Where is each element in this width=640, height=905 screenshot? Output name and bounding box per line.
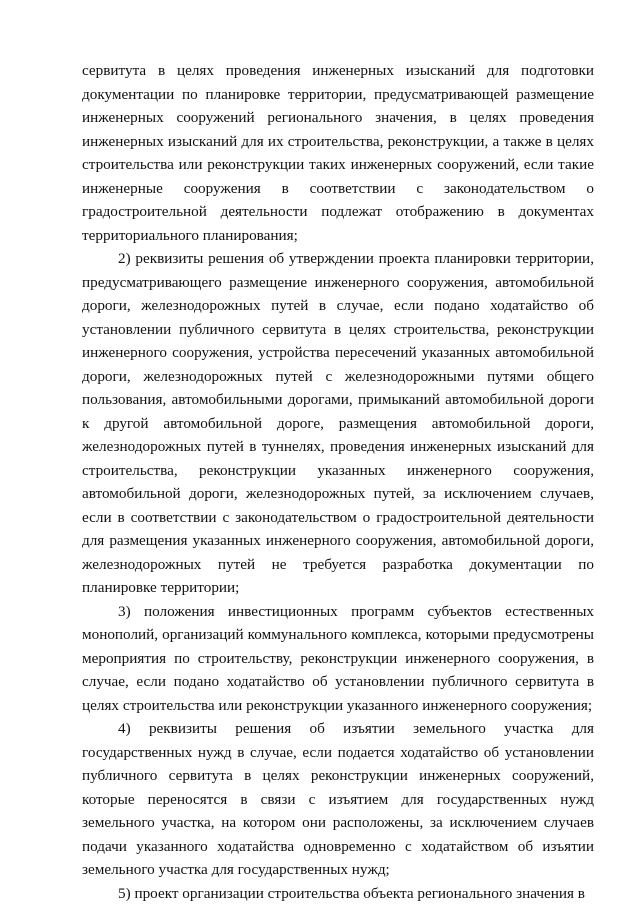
paragraph-item-3: 3) положения инвестиционных программ субъектов естественных монополий, организаций коммунального комплекса, которыми предусмотрены мероприятия по строительству, реконструкции инженерного сооружения, в случае, если подано ходатайство об установлении публичного сервитута в целях строительства или реконструкции указанного инженерного сооружения; <box>82 602 594 714</box>
paragraph-item-5: 5) проект организации строительства объекта регионального значения в <box>118 884 585 902</box>
paragraph-item-2: 2) реквизиты решения об утверждении проекта планировки территории, предусматривающего размещение инженерного сооружения, автомобильной дороги, железнодорожных путей в случае, если подано ходатайство об установлении публичного сервитута в целях строительства, реконструкции инженерного сооружения, устройства пересечений указанных автомобильной дороги, железнодорожных путей с железнодорожными путями общего пользования, автомобильными дорогами, примыканий автомобильной дороги к другой автомобильной дороге, размещения автомобильной дороги, железнодорожных путей в туннелях, проведения инженерных изысканий для строительства, реконструкции указанных инженерного сооружения, автомобильной дороги, железнодорожных путей, за исключением случаев, если в соответствии с законодательством о градостроительной деятельности для размещения указанных инженерного сооружения, автомобильной дороги, железнодорожных путей не требуется разработка документации по планировке территории; <box>82 250 594 596</box>
document-body <box>82 59 594 905</box>
paragraph-item-4: 4) реквизиты решения об изъятии земельного участка для государственных нужд в случае, если подается ходатайство об установлении публичного сервитута в целях реконструкции инженерных сооружений, которые переносятся в связи с изъятием для государственных нужд земельного участка, на котором они расположены, за исключением случаев подачи указанного ходатайства одновременно с ходатайством об изъятии земельного участка для государственных нужд; <box>82 720 594 878</box>
paragraph-continuation: сервитута в целях проведения инженерных изысканий для подготовки документации по планировке территории, предусматривающей размещение инженерных сооружений регионального значения, в целях проведения инженерных изысканий для их строительства, реконструкции, а также в целях строительства или реконструкции таких инженерных сооружений, если такие инженерные сооружения в соответствии с законодательством о градостроительной деятельности подлежат отображению в документах территориального планирования; <box>82 62 594 244</box>
